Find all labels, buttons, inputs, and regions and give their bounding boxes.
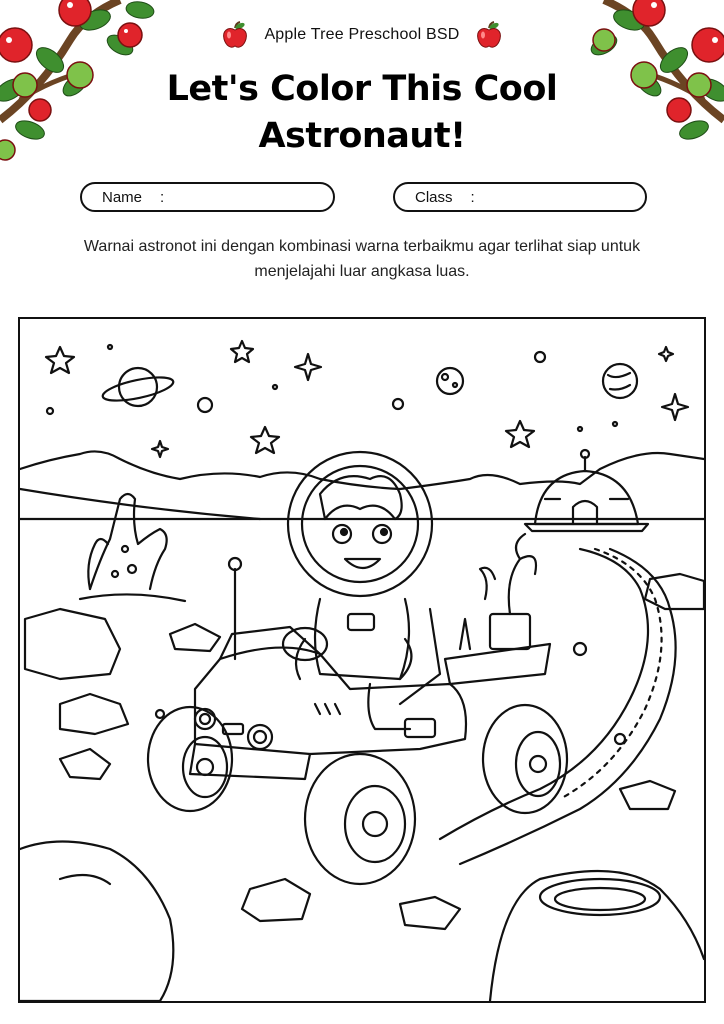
astronaut-rover-illustration: [20, 319, 704, 1001]
small-dots: [47, 345, 617, 431]
star-icons: [46, 341, 688, 457]
apple-icon: [474, 20, 504, 50]
coloring-illustration-frame: [18, 317, 706, 1003]
crater: [490, 871, 704, 1001]
name-field[interactable]: [80, 182, 335, 212]
name-label: Name: [102, 188, 143, 206]
name-input[interactable]: [164, 187, 264, 207]
rover-wheels: [148, 705, 567, 884]
page-title: Let's Color This Cool Astronaut!: [166, 69, 558, 156]
instruction-text: Warnai astronot ini dengan kombinasi warna terbaikmu agar terlihat siap untuk menjelajahi luar angkasa luas.: [83, 238, 641, 280]
apple-icon: [220, 20, 250, 50]
planet-icons: [101, 364, 637, 406]
big-rock-left: [20, 842, 173, 1002]
school-header: [0, 18, 724, 52]
class-separator: :: [470, 188, 475, 206]
class-input[interactable]: [475, 187, 575, 207]
rover-road: [440, 549, 676, 864]
name-separator: :: [160, 188, 165, 206]
school-name: Apple Tree Preschool BSD: [264, 26, 460, 43]
rover: [190, 534, 550, 779]
class-label: Class: [415, 188, 453, 206]
horizon-hills: [20, 451, 704, 489]
class-field[interactable]: [393, 182, 647, 212]
